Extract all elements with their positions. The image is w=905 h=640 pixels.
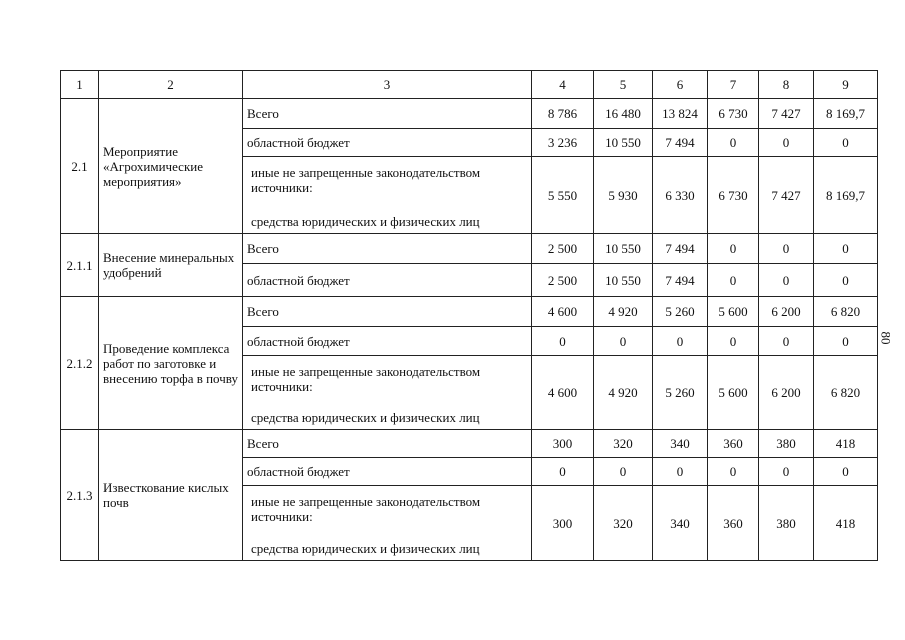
item-number: 2.1.3 (61, 430, 99, 561)
value-cell: 4 600 (532, 356, 594, 430)
header-cell: 2 (99, 71, 243, 99)
header-cell: 9 (814, 71, 878, 99)
value-cell: 360 (708, 486, 759, 561)
value-cell: 0 (708, 458, 759, 486)
value-cell: 6 330 (653, 157, 708, 234)
value-cell: 340 (653, 486, 708, 561)
source-label: иные не запрещенные законодательством источники: (251, 165, 481, 195)
value-cell: 6 730 (708, 99, 759, 129)
value-cell: 6 200 (759, 297, 814, 327)
item-name: Известкование кислых почв (99, 430, 243, 561)
value-cell: 418 (814, 486, 878, 561)
item-number: 2.1 (61, 99, 99, 234)
source-label-group (243, 356, 532, 430)
value-cell: 10 550 (594, 264, 653, 297)
value-cell: 0 (814, 264, 878, 297)
source-label: Всего (243, 430, 532, 458)
value-cell: 380 (759, 430, 814, 458)
source-label-group (243, 486, 532, 561)
header-cell: 6 (653, 71, 708, 99)
value-cell: 10 550 (594, 129, 653, 157)
value-cell: 300 (532, 430, 594, 458)
item-number: 2.1.2 (61, 297, 99, 430)
value-cell: 0 (708, 264, 759, 297)
value-cell: 6 200 (759, 356, 814, 430)
value-cell: 10 550 (594, 234, 653, 264)
value-cell: 5 260 (653, 297, 708, 327)
header-cell: 1 (61, 71, 99, 99)
value-cell: 5 930 (594, 157, 653, 234)
value-cell: 360 (708, 430, 759, 458)
value-cell: 16 480 (594, 99, 653, 129)
value-cell: 0 (759, 264, 814, 297)
value-cell: 0 (532, 327, 594, 356)
value-cell: 0 (814, 458, 878, 486)
value-cell: 4 920 (594, 356, 653, 430)
value-cell: 13 824 (653, 99, 708, 129)
item-number: 2.1.1 (61, 234, 99, 297)
source-label: иные не запрещенные законодательством источники: (251, 364, 481, 394)
value-cell: 4 600 (532, 297, 594, 327)
value-cell: 8 169,7 (814, 157, 878, 234)
value-cell: 7 427 (759, 99, 814, 129)
value-cell: 0 (759, 234, 814, 264)
value-cell: 0 (708, 234, 759, 264)
value-cell: 0 (594, 458, 653, 486)
source-label: средства юридических и физических лиц (251, 214, 480, 229)
value-cell: 7 494 (653, 129, 708, 157)
value-cell: 300 (532, 486, 594, 561)
value-cell: 0 (759, 129, 814, 157)
value-cell: 0 (532, 458, 594, 486)
source-label: Всего (243, 99, 532, 129)
table-row (61, 234, 878, 264)
value-cell: 5 600 (708, 356, 759, 430)
value-cell: 0 (653, 327, 708, 356)
source-label: областной бюджет (243, 458, 532, 486)
value-cell: 380 (759, 486, 814, 561)
value-cell: 0 (814, 129, 878, 157)
value-cell: 2 500 (532, 234, 594, 264)
header-row (61, 71, 878, 99)
header-cell: 3 (243, 71, 532, 99)
source-label: областной бюджет (243, 129, 532, 157)
source-label: областной бюджет (243, 264, 532, 297)
value-cell: 7 494 (653, 234, 708, 264)
value-cell: 320 (594, 430, 653, 458)
source-label: Всего (243, 234, 532, 264)
table-row (61, 99, 878, 129)
value-cell: 418 (814, 430, 878, 458)
value-cell: 320 (594, 486, 653, 561)
value-cell: 6 730 (708, 157, 759, 234)
header-cell: 5 (594, 71, 653, 99)
value-cell: 0 (708, 129, 759, 157)
source-label: средства юридических и физических лиц (251, 410, 480, 425)
item-name: Мероприятие «Агрохимические мероприятия» (99, 99, 243, 234)
value-cell: 0 (594, 327, 653, 356)
header-cell: 8 (759, 71, 814, 99)
page-number: 80 (878, 331, 894, 345)
value-cell: 0 (708, 327, 759, 356)
value-cell: 3 236 (532, 129, 594, 157)
value-cell: 2 500 (532, 264, 594, 297)
value-cell: 0 (759, 458, 814, 486)
source-label-group (243, 157, 532, 234)
item-name: Проведение комплекса работ по заготовке и внесению торфа в почву (99, 297, 243, 430)
value-cell: 6 820 (814, 297, 878, 327)
value-cell: 5 550 (532, 157, 594, 234)
value-cell: 8 786 (532, 99, 594, 129)
header-cell: 4 (532, 71, 594, 99)
table-row (61, 430, 878, 458)
value-cell: 5 600 (708, 297, 759, 327)
value-cell: 0 (653, 458, 708, 486)
table-row (61, 297, 878, 327)
value-cell: 8 169,7 (814, 99, 878, 129)
source-label: иные не запрещенные законодательством источники: (251, 494, 481, 524)
source-label: Всего (243, 297, 532, 327)
item-name: Внесение минеральных удобрений (99, 234, 243, 297)
value-cell: 7 427 (759, 157, 814, 234)
value-cell: 340 (653, 430, 708, 458)
value-cell: 7 494 (653, 264, 708, 297)
budget-table (60, 70, 878, 561)
value-cell: 5 260 (653, 356, 708, 430)
source-label: средства юридических и физических лиц (251, 541, 480, 556)
value-cell: 0 (814, 234, 878, 264)
value-cell: 6 820 (814, 356, 878, 430)
value-cell: 0 (814, 327, 878, 356)
source-label: областной бюджет (243, 327, 532, 356)
value-cell: 0 (759, 327, 814, 356)
value-cell: 4 920 (594, 297, 653, 327)
header-cell: 7 (708, 71, 759, 99)
